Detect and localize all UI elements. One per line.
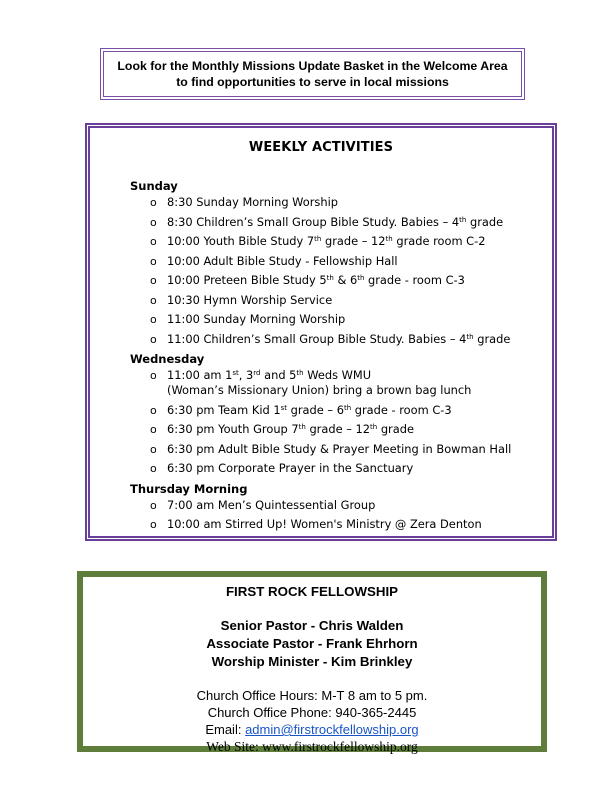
activity-item xyxy=(130,498,544,513)
activity-text: grade – 6 xyxy=(287,402,344,417)
activity-text: Weds WMU xyxy=(303,368,372,382)
ordinal-suffix: th xyxy=(343,403,352,412)
activity-text: (Woman’s Missionary Union) bring a brown bag lunch xyxy=(167,383,472,397)
activity-item xyxy=(130,368,544,398)
staff-worship-minister: Worship Minister - Kim Brinkley xyxy=(211,654,413,669)
bullet-icon: o xyxy=(150,215,157,229)
ordinal-suffix: th xyxy=(459,215,467,224)
notice-line-1: Look for the Monthly Missions Update Basket in the Welcome Area xyxy=(117,59,508,73)
bullet-icon: o xyxy=(150,423,157,436)
activity-text: grade xyxy=(473,331,511,346)
activity-text: & 6 xyxy=(333,273,358,287)
ordinal-suffix: th xyxy=(466,332,474,341)
fellowship-info-box xyxy=(77,571,547,752)
bullet-icon: o xyxy=(150,403,157,417)
weekly-activities-title: WEEKLY ACTIVITIES xyxy=(248,140,394,155)
activity-item xyxy=(130,332,544,347)
staff-associate-pastor: Associate Pastor - Frank Ehrhorn xyxy=(206,636,418,651)
fellowship-title: FIRST ROCK FELLOWSHIP xyxy=(225,584,399,599)
activity-item xyxy=(130,517,544,532)
activity-item xyxy=(130,273,544,288)
activity-text: grade - room C-3 xyxy=(364,273,465,287)
day-heading: Wednesday xyxy=(130,352,205,366)
notice-line-2: to find opportunities to serve in local missions xyxy=(176,75,449,89)
activity-text: 11:00 am 1 xyxy=(167,368,233,382)
activity-text: and 5 xyxy=(260,368,297,382)
activity-text: grade room C-2 xyxy=(392,234,486,248)
ordinal-suffix: th xyxy=(370,423,378,431)
activity-text: 6:30 pm Team Kid 1 xyxy=(167,402,281,417)
day-heading: Thursday Morning xyxy=(130,481,248,496)
activity-text: 6:30 pm Adult Bible Study & Prayer Meeting in Bowman Hall xyxy=(167,441,512,456)
activity-item xyxy=(130,195,544,210)
activity-text: grade – 12 xyxy=(305,422,371,436)
activity-text: 6:30 pm Youth Group 7 xyxy=(167,422,299,436)
activity-item xyxy=(130,293,544,308)
ordinal-suffix: th xyxy=(296,369,304,377)
ordinal-suffix: st xyxy=(232,369,239,377)
bullet-icon: o xyxy=(150,462,157,475)
activity-text: grade - room C-3 xyxy=(351,402,452,417)
activity-text: 11:00 Sunday Morning Worship xyxy=(167,312,346,326)
email-line xyxy=(83,721,541,738)
bullet-icon: o xyxy=(150,332,157,346)
activities-list xyxy=(130,178,544,537)
activity-text: 8:30 Sunday Morning Worship xyxy=(167,195,338,209)
activity-text: grade – 12 xyxy=(321,234,386,248)
activity-text: 8:30 Children’s Small Group Bible Study. Babies – 4 xyxy=(167,214,460,229)
ordinal-suffix: th xyxy=(357,274,365,282)
activity-text: grade xyxy=(377,422,414,436)
bullet-icon: o xyxy=(150,196,157,209)
contact-info xyxy=(83,687,541,755)
activity-text: 10:30 Hymn Worship Service xyxy=(167,292,333,307)
activity-item xyxy=(130,422,544,437)
activity-text: 10:00 Preteen Bible Study 5 xyxy=(167,273,327,287)
website: Web Site: www.firstrockfellowship.org xyxy=(206,739,418,754)
ordinal-suffix: th xyxy=(314,235,322,243)
activity-item xyxy=(130,312,544,327)
ordinal-suffix: th xyxy=(298,423,306,431)
bullet-icon: o xyxy=(150,235,157,248)
bullet-icon: o xyxy=(150,369,157,382)
missions-notice-box xyxy=(100,48,525,100)
activity-text: , 3 xyxy=(238,368,254,382)
activity-item xyxy=(130,442,544,457)
bullet-icon: o xyxy=(150,313,157,326)
bullet-icon: o xyxy=(150,254,157,268)
activity-text: grade xyxy=(466,214,504,229)
email-label: Email: xyxy=(205,722,246,737)
bullet-icon: o xyxy=(150,518,157,531)
bullet-icon: o xyxy=(150,274,157,287)
email-link[interactable]: admin@firstrockfellowship.org xyxy=(245,722,419,737)
activity-text: 10:00 Adult Bible Study - Fellowship Hall xyxy=(167,253,398,268)
day-heading: Sunday xyxy=(130,179,178,193)
bullet-icon: o xyxy=(150,293,157,307)
activity-item xyxy=(130,461,544,476)
activity-item xyxy=(130,234,544,249)
activity-item xyxy=(130,254,544,269)
staff-senior-pastor: Senior Pastor - Chris Walden xyxy=(220,618,404,633)
office-phone: Church Office Phone: 940-365-2445 xyxy=(207,705,417,720)
ordinal-suffix: th xyxy=(385,235,393,243)
ordinal-suffix: rd xyxy=(253,369,261,377)
activity-text: 10:00 Youth Bible Study 7 xyxy=(167,234,315,248)
activity-text: 6:30 pm Corporate Prayer in the Sanctuary xyxy=(167,461,414,475)
office-hours: Church Office Hours: M-T 8 am to 5 pm. xyxy=(196,688,428,703)
ordinal-suffix: th xyxy=(326,274,334,282)
ordinal-suffix: st xyxy=(280,403,288,412)
activity-text: 7:00 am Men’s Quintessential Group xyxy=(167,497,376,512)
activity-item xyxy=(130,215,544,230)
weekly-activities-box xyxy=(85,123,557,541)
activity-item xyxy=(130,403,544,418)
activity-text: 11:00 Children’s Small Group Bible Study. Babies – 4 xyxy=(167,331,467,346)
activity-text: 10:00 am Stirred Up! Women's Ministry @ Zera Denton xyxy=(167,517,482,531)
bullet-icon: o xyxy=(150,498,157,512)
staff-list xyxy=(83,617,541,671)
bullet-icon: o xyxy=(150,442,157,456)
